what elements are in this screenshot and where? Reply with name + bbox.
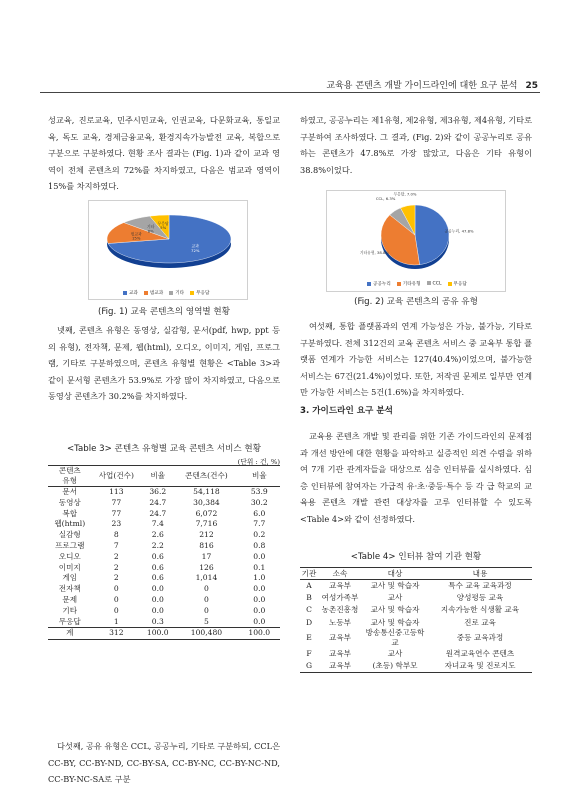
table3-row-cell: 기타 (62, 605, 78, 615)
table3-row-cell: 웹(html) (54, 519, 86, 529)
table3-row (48, 541, 280, 552)
legend-item (448, 281, 467, 287)
table3-row-cell: 0.6 (151, 573, 164, 583)
table3-row-cell: 0 (113, 584, 119, 594)
legend-item (144, 290, 163, 296)
table3-header-cell: 비율 (239, 466, 280, 487)
legend-label: 공공누리 (373, 282, 391, 287)
table3-row (48, 563, 280, 574)
legend-swatch (397, 282, 401, 286)
table4-row-cell: G (300, 660, 318, 672)
section3-paragraph (300, 428, 532, 528)
table3-header-cell: 사업(건수) (92, 466, 142, 487)
table3-row-cell: 17 (201, 551, 212, 561)
table3-row-cell: 전자책 (58, 584, 81, 594)
legend-label: 무응답 (453, 282, 467, 287)
pie-label: 72% (191, 247, 200, 253)
table3-row-cell: 2 (113, 573, 119, 583)
table3-row (48, 573, 280, 584)
table3-row-cell: 1,014 (195, 573, 218, 583)
fig2-legend (367, 281, 467, 287)
table4-row-cell: 진로 교육 (464, 617, 496, 627)
table4-row-cell: B (306, 593, 312, 603)
pie-label: 범교과 (130, 231, 142, 237)
table3-row-cell: 2.2 (151, 540, 164, 550)
legend-item (123, 290, 138, 296)
table4-row-cell: 자녀교육 및 진로지도 (428, 660, 532, 672)
table3-row-cell: 0.1 (253, 562, 266, 572)
table4-row-cell: 교육부 (328, 633, 351, 643)
table3-row-cell: 0.6 (151, 562, 164, 572)
table3-row-cell: 0 (204, 584, 209, 594)
table3-row-cell: 7 (113, 540, 119, 550)
table4-row-cell: 여성가족부 (321, 593, 359, 603)
table3-row-cell: 0.0 (253, 616, 266, 626)
table3-header-cell: 콘텐츠 유형 (48, 466, 92, 487)
table3-row-cell: 8 (113, 530, 119, 540)
paragraph-text: 다섯째, 공유 유형은 CCL, 공공누리, 기타로 구분하되, CCL은 CC-BY, CC-BY-ND, CC-BY-SA, CC-BY-NC, CC-BY-NC-ND, CC-BY-NC-SA로 구분 (48, 741, 280, 785)
table4-row-cell: 교사 및 학습자 (370, 605, 420, 615)
table3-row-cell: 212 (199, 530, 214, 540)
legend-item (427, 281, 442, 287)
table4-caption: <Table 4> 인터뷰 참여 기관 현황 (350, 552, 482, 562)
table4-row-cell: 노동부 (328, 617, 351, 627)
table3-row-cell: 복합 (62, 508, 78, 518)
pie-label: 교과 (191, 243, 199, 249)
table4-row-cell: (초등) 학부모 (362, 660, 428, 672)
table4-row (300, 616, 532, 628)
table3-row-cell: 0.0 (151, 605, 164, 615)
table4-header-cell: 소속 (318, 568, 362, 580)
table3-row-cell: 0.8 (253, 540, 266, 550)
table3-row-cell: 6.0 (253, 508, 266, 518)
table3-row-cell: 24.7 (149, 497, 167, 507)
table4-row-cell: 교육부 (328, 581, 351, 591)
table4-header-cell: 기관 (301, 568, 317, 578)
table3-row-cell: 113 (109, 487, 124, 496)
table4-row (300, 660, 532, 672)
legend-swatch (190, 291, 194, 295)
table3-row-cell: 24.7 (149, 508, 167, 518)
table3-total-row-cell: 100.0 (141, 628, 174, 640)
fig1-caption: (Fig. 1) 교육 콘텐츠의 영역별 현황 (97, 307, 231, 317)
table3-row-cell: 126 (199, 562, 214, 572)
table4-row-cell: 원격교육연수 콘텐츠 (445, 648, 515, 658)
legend-label: 범교과 (149, 291, 164, 296)
table3-row-cell: 0.0 (253, 551, 266, 561)
fig1-legend (123, 290, 209, 296)
table4-row-cell: D (305, 617, 313, 627)
table3-row-cell: 0.0 (253, 594, 266, 604)
table4-row-cell: F (306, 648, 312, 658)
pie-label: 공공누리, 47.8% (444, 228, 474, 234)
table3-row-cell: 7.4 (151, 519, 164, 529)
legend-label: 교과 (129, 291, 138, 296)
table3-row-cell: 이미지 (58, 562, 81, 572)
table3-header-cell: 비율 (141, 466, 174, 487)
legend-swatch (427, 281, 431, 285)
table4-header-cell: 대상 (362, 568, 428, 580)
table3-row-cell: 문서 (62, 487, 78, 496)
legend-swatch (123, 291, 127, 295)
table3-row-cell: 23 (111, 519, 122, 529)
paragraph-text: 하였고, 공공누리는 제1유형, 제2유형, 제3유형, 제4유형, 기타로 구분하여 조사하였다. 그 결과, (Fig. 2)와 같이 공공누리로 공유하는 콘텐츠가 47.8%로 가장 많았고, 다음은 기타 유형이 38.8%이었다. (300, 115, 532, 175)
table3-total-row-cell: 100,480 (174, 628, 238, 640)
table3-row-cell: 0.6 (151, 551, 164, 561)
fig2-chart (326, 190, 506, 292)
legend-label: 기타유형 (402, 282, 421, 287)
table3-row-cell: 0.0 (151, 594, 164, 604)
table4-row (300, 628, 532, 647)
table3-row-cell: 53.9 (250, 487, 268, 496)
legend-swatch (448, 282, 452, 286)
table4-row-cell: 교육부 (328, 648, 351, 658)
table3-header-cell: 콘텐츠(건수) (174, 466, 238, 487)
left-col-bottom-paragraph (48, 738, 280, 788)
page-number: 25 (525, 81, 538, 91)
table4-row-cell: 교사 (387, 648, 403, 658)
table4-header-cell: 내용 (428, 568, 532, 580)
right-col-mid-paragraph (300, 318, 532, 401)
table4-row-cell: 교사 및 학습자 (370, 617, 420, 627)
paragraph-text: 교육용 콘텐츠 개발 및 관리를 위한 기존 가이드라인의 문제점과 개선 방안에 대한 현황을 파악하고 실증적인 의견 수렴을 위하여 7개 기관 관계자들을 대상으로 심층 인터뷰를 실시하였다. 심층 인터뷰에 참여자는 가급적 유·초·중등·특수 등 각 급 학교의 교육용 콘텐츠 개발 관련 대상자를 고루 인터뷰할 수 있도록 <Table 4>와 같이 선정하였다. (300, 431, 532, 524)
table3-row-cell: 7,716 (195, 519, 218, 529)
pie-slice-공공누리 (415, 205, 449, 265)
table4-header-row (300, 568, 532, 580)
table3-row-cell: 0 (204, 605, 209, 615)
table3-row-cell: 0.0 (151, 584, 164, 594)
table3-row-cell: 54,118 (193, 487, 220, 496)
table4-row-cell: A (306, 581, 312, 591)
legend-item (397, 281, 421, 287)
table3-row-cell: 6,072 (195, 508, 218, 518)
table3-row-cell: 무응답 (58, 616, 81, 626)
table3-unit: (단위 : 건, %) (237, 458, 280, 466)
legend-swatch (367, 282, 371, 286)
fig1-chart (88, 200, 248, 300)
table4-row-cell: 농촌진흥청 (321, 605, 359, 615)
table4-row-cell: E (306, 633, 312, 643)
legend-label: 기타 (175, 291, 185, 296)
header-rule (40, 92, 540, 93)
pie-label: 기타유형, 38.8% (359, 249, 389, 255)
table3-row-cell: 0 (113, 605, 119, 615)
fig2-pie-svg (327, 191, 505, 279)
table3-row (48, 509, 280, 520)
table3-row-cell: 30,384 (193, 497, 220, 507)
table3-row-cell: 게임 (62, 573, 78, 583)
table4-row-cell: 양성평등 교육 (456, 593, 504, 603)
table4-row-cell: 교육부 (318, 660, 362, 672)
pie-label: CCL, 6.3% (375, 196, 396, 202)
table4-row-cell: 특수 교육 교육과정 (448, 581, 512, 591)
table3-row-cell: 프로그램 (55, 540, 85, 550)
legend-swatch (169, 291, 173, 295)
table3-row-cell: 2.6 (151, 530, 164, 540)
running-header (326, 78, 538, 91)
legend-label: 무응답 (196, 291, 210, 296)
table3-header-row (48, 466, 280, 487)
section-title: 3. 가이드라인 요구 분석 (300, 406, 393, 416)
table3-row (48, 606, 280, 617)
running-header-title: 교육용 콘텐츠 개발 가이드라인에 대한 요구 분석 (326, 81, 518, 91)
table4-row-cell: 지속가능한 식생활 교육 (440, 605, 520, 615)
table4-row (300, 648, 532, 660)
table4-row-cell: 교사 (387, 593, 403, 603)
table4 (300, 567, 532, 673)
table3-row (48, 487, 280, 498)
table3-row-cell: 0 (113, 594, 119, 604)
table3-total-row-cell: 312 (92, 628, 142, 640)
legend-item (169, 290, 184, 296)
left-col-mid-paragraph (48, 322, 280, 405)
table3-row-cell: 1 (113, 616, 119, 626)
legend-swatch (144, 291, 148, 295)
table3-total-row-cell: 100.0 (239, 628, 280, 640)
table4-row-cell: 방송통신중고등학교 (365, 628, 425, 648)
table4-row (300, 604, 532, 616)
pie-label: 5% (160, 225, 167, 231)
table3-row-cell: 5 (204, 616, 209, 626)
table4-row-cell: 중등 교육과정 (456, 633, 504, 643)
table3-row (48, 595, 280, 606)
table3-row-cell: 오디오 (58, 551, 81, 561)
table3-row-cell: 2 (113, 551, 119, 561)
fig2-caption: (Fig. 2) 교육 콘텐츠의 공유 유형 (354, 297, 478, 307)
table3-row-cell: 77 (111, 497, 122, 507)
paragraph-text: 넷째, 콘텐츠 유형은 동영상, 실감형, 문서(pdf, hwp, ppt 등의 유형), 전자책, 문제, 웹(html), 오디오, 이미지, 게임, 프로그램, 기타로 구분하였으며, 콘텐츠 유형별 현황은 <Table 3>과 같이 문서형 콘텐츠가 53.9%로 가장 많이 차지하였고, 다음으로 동영상 콘텐츠가 30.2%를 차지하였다. (48, 325, 280, 402)
table3-row-cell: 0.0 (253, 605, 266, 615)
table3-row (48, 552, 280, 563)
paragraph-text: 여섯째, 통합 플랫폼과의 연계 가능성은 가능, 불가능, 기타로 구분하였다. 전체 312건의 교육 콘텐츠 서비스 중 교육부 통합 플랫폼 연계가 가능한 서비스는 127(40.4%)이었으며, 불가능한 서비스는 67건(21.4%)이었다. 또한, 저작권 문제로 일부만 연계만 가능한 서비스는 5건(1.6%)을 차지하였다. (300, 321, 532, 398)
table3-row-cell: 0.2 (253, 530, 266, 540)
table3 (48, 465, 280, 640)
table4-row-cell: 교사 및 학습자 (370, 581, 420, 591)
table3-row-cell: 816 (199, 540, 214, 550)
table4-row (300, 580, 532, 592)
legend-label: CCL (432, 281, 442, 287)
table3-row-cell: 0 (204, 594, 209, 604)
paragraph-text: 성교육, 진로교육, 민주시민교육, 인권교육, 다문화교육, 통일교육, 독도 교육, 경제금융교육, 환경지속가능발전 교육, 복합으로 구분으로 구분하였다. 현황 조사 결과는 (Fig. 1)과 같이 교과 영역이 전체 콘텐츠의 72%를 차지하였고, 다음은 범교과 영역이 15%를 차지하였다. (48, 115, 280, 192)
table3-total-row (48, 628, 280, 640)
pie-label: 15% (132, 235, 141, 241)
table3-row (48, 530, 280, 541)
table3-row-cell: 77 (111, 508, 122, 518)
table4-row (300, 592, 532, 604)
table3-row-cell: 0.0 (253, 584, 266, 594)
table3-row-cell: 0.3 (151, 616, 164, 626)
table3-row (48, 498, 280, 509)
table3-row-cell: 실감형 (58, 530, 81, 540)
left-col-top-paragraph (48, 112, 280, 195)
table3-row-cell: 1.0 (253, 573, 266, 583)
table4-row-cell: C (306, 605, 312, 615)
table3-caption: <Table 3> 콘텐츠 유형별 교육 콘텐츠 서비스 현황 (66, 444, 262, 454)
table3-row (48, 617, 280, 628)
table3-row-cell: 동영상 (58, 497, 81, 507)
legend-item (190, 290, 209, 296)
table3-total-row-cell: 계 (48, 628, 92, 640)
table3-row-cell: 30.2 (250, 497, 268, 507)
table3-row (48, 519, 280, 530)
table3-row-cell: 2 (113, 562, 119, 572)
pie-label: 무응답 (157, 220, 169, 226)
pie-label: 무응답, 7.0% (393, 191, 417, 197)
table3-row-cell: 문제 (62, 594, 78, 604)
legend-item (367, 281, 391, 287)
pie-label: 8% (147, 228, 154, 234)
table3-row-cell: 36.2 (149, 487, 167, 496)
right-col-top-paragraph (300, 112, 532, 178)
pie-label: 기타 (147, 223, 155, 229)
fig1-pie-svg (89, 201, 247, 287)
table3-row-cell: 7.7 (253, 519, 266, 529)
table3-row (48, 584, 280, 595)
